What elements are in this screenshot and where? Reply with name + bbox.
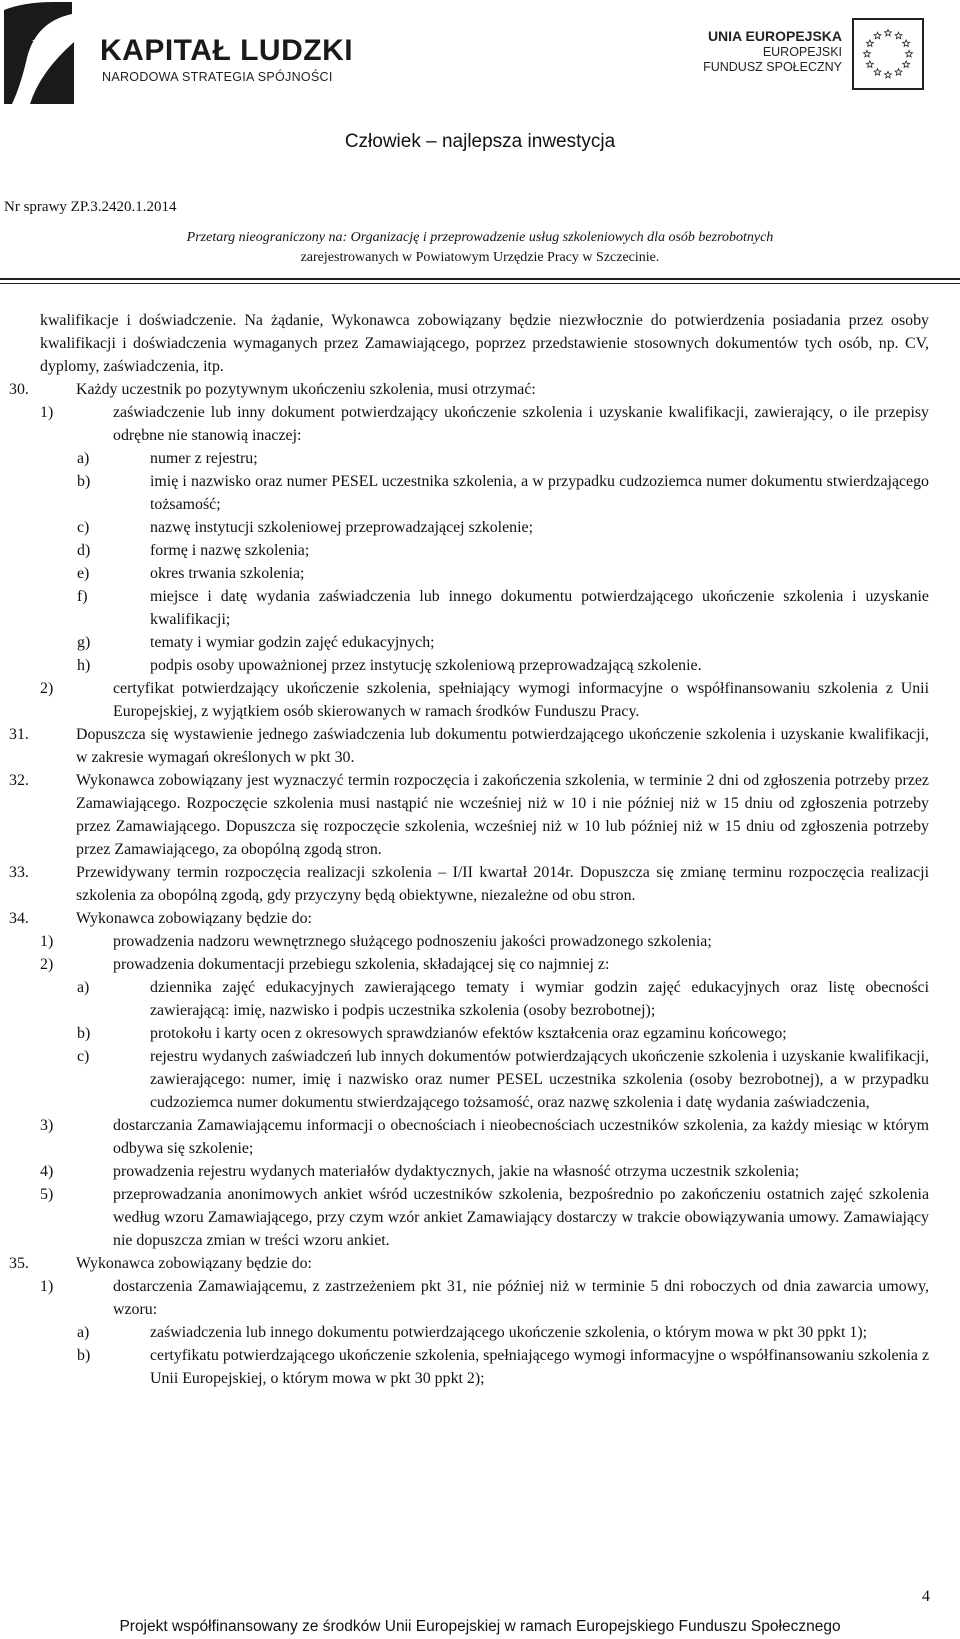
list-marker: a) xyxy=(77,979,90,996)
list-marker: b) xyxy=(77,1025,91,1042)
document-body xyxy=(9,309,929,1390)
paragraph-text: zaświadczenie lub inny dokument potwierdzający ukończenie szkolenia i uzyskanie kwalifikacji, zawierający, o ile przepisy odrębne nie stanowią inaczej: xyxy=(113,404,929,444)
paragraph-text: Każdy uczestnik po pozytywnym ukończeniu szkolenia, musi otrzymać: xyxy=(76,381,536,398)
list-marker: f) xyxy=(77,588,88,605)
paragraph xyxy=(9,769,929,861)
paragraph xyxy=(9,1252,929,1275)
paragraph-text: prowadzenia rejestru wydanych materiałów dydaktycznych, jakie na własność otrzyma uczestnik szkolenia; xyxy=(113,1163,800,1180)
list-marker: a) xyxy=(77,1324,90,1341)
paragraph xyxy=(9,378,929,401)
paragraph-text: dostarczenia Zamawiającemu, z zastrzeżeniem pkt 31, nie później niż w terminie 5 dni roboczych od dnia zawarcia umowy, wzoru: xyxy=(113,1278,929,1318)
tender-title-line2: zarejestrowanych w Powiatowym Urzędzie Pracy w Szczecinie. xyxy=(300,250,660,265)
paragraph-text: rejestru wydanych zaświadczeń lub innych dokumentów potwierdzających ukończenie szkolenia i uzyskanie kwalifikacji, zawierającego: numer, imię i nazwisko oraz numer PESEL uczestnika szkolenia (osoby bezrobotnej), a w przypadku cudzoziemca numer dokumentu stwierdzającego tożsamość, oraz nazwę szkolenia i datę wydania zaświadczenia, xyxy=(150,1048,929,1111)
paragraph-text: prowadzenia nadzoru wewnętrznego służącego podnoszeniu jakości prowadzonego szkolenia; xyxy=(113,933,712,950)
paragraph xyxy=(9,907,929,930)
list-marker: 33. xyxy=(9,864,29,881)
paragraph xyxy=(40,930,929,953)
list-marker: 2) xyxy=(40,680,54,697)
list-marker: g) xyxy=(77,634,91,651)
paragraph-text: numer z rejestru; xyxy=(150,450,258,467)
eu-star-icon xyxy=(866,40,873,47)
paragraph xyxy=(40,470,929,516)
paragraph xyxy=(40,631,929,654)
list-marker: b) xyxy=(77,1347,91,1364)
list-marker: 5) xyxy=(40,1186,54,1203)
list-marker: 35. xyxy=(9,1255,29,1272)
paragraph-text: dziennika zajęć edukacyjnych zawierającego tematy i wymiar godzin zajęć edukacyjnych oraz listę obecności zawierającą: imię, nazwisko i podpis uczestnika szkolenia (osoby bezrobotnej); xyxy=(150,979,929,1019)
paragraph xyxy=(40,1114,929,1160)
paragraph-text: okres trwania szkolenia; xyxy=(150,565,305,582)
paragraph xyxy=(40,401,929,447)
list-marker: d) xyxy=(77,542,91,559)
kapital-ludzki-emblem-icon xyxy=(4,2,78,104)
paragraph xyxy=(40,1275,929,1321)
paragraph xyxy=(40,1022,929,1045)
eu-star-icon xyxy=(864,50,871,57)
eu-star-icon xyxy=(906,50,913,57)
paragraph-text: prowadzenia dokumentacji przebiegu szkolenia, składającej się co najmniej z: xyxy=(113,956,610,973)
paragraph xyxy=(40,516,929,539)
list-marker: 32. xyxy=(9,772,29,789)
paragraph xyxy=(40,1045,929,1114)
paragraph xyxy=(40,585,929,631)
page-number: 4 xyxy=(922,1588,930,1605)
header-divider xyxy=(0,278,960,280)
paragraph xyxy=(40,562,929,585)
eu-star-icon xyxy=(895,32,902,39)
list-marker: 1) xyxy=(40,1278,54,1295)
paragraph-text: Dopuszcza się wystawienie jednego zaświadczenia lub dokumentu potwierdzającego ukończenie szkolenia i uzyskanie kwalifikacji, w zakresie wymagań określonych w pkt 30. xyxy=(76,726,929,766)
page-footer: Projekt współfinansowany ze środków Unii Europejskiej w ramach Europejskiego Funduszu Społecznego xyxy=(119,1618,841,1635)
list-marker: 34. xyxy=(9,910,29,927)
paragraph-text: przeprowadzania anonimowych ankiet wśród uczestników szkolenia, bezpośrednio po zakończeniu ostatnich zajęć szkolenia według wzoru Zamawiającego, przy czym wzór ankiet Zamawiający dostarczy w trakcie obowiązywania umowy. Zamawiający nie dopuszcza zmian w treści wzoru ankiet. xyxy=(113,1186,929,1249)
paragraph xyxy=(40,539,929,562)
paragraph xyxy=(40,677,929,723)
paragraph xyxy=(40,654,929,677)
eu-logo-text xyxy=(703,28,842,75)
paragraph-text: Wykonawca zobowiązany będzie do: xyxy=(76,1255,312,1272)
paragraph-text: certyfikatu potwierdzającego ukończenie szkolenia, spełniającego wymogi informacyjne o współfinansowaniu szkolenia z Unii Europejskiej, o którym mowa w pkt 30 ppkt 2); xyxy=(150,1347,929,1387)
eu-logo-line3: FUNDUSZ SPOŁECZNY xyxy=(703,60,842,74)
eu-star-icon xyxy=(874,69,881,76)
eu-logo-line2: EUROPEJSKI xyxy=(762,45,842,59)
paragraph xyxy=(9,723,929,769)
list-marker: h) xyxy=(77,657,91,674)
paragraph xyxy=(40,447,929,470)
paragraph-text: Przewidywany termin rozpoczęcia realizacji szkolenia – I/II kwartał 2014r. Dopuszcza się zmianę terminu rozpoczęcia realizacji szkolenia za obopólną zgodą, gdy przyczyny będą obiektywne, niezależne od obu stron. xyxy=(76,864,929,904)
eu-star-icon xyxy=(885,29,892,36)
list-marker: c) xyxy=(77,1048,90,1065)
list-marker: 2) xyxy=(40,956,54,973)
paragraph xyxy=(40,1344,929,1390)
paragraph xyxy=(40,309,929,378)
header-slogan: Człowiek – najlepsza inwestycja xyxy=(344,131,616,152)
eu-star-icon xyxy=(903,40,910,47)
list-marker: 31. xyxy=(9,726,29,743)
eu-star-icon xyxy=(885,71,892,78)
kapital-ludzki-subtitle: NARODOWA STRATEGIA SPÓJNOŚCI xyxy=(102,70,333,84)
list-marker: 30. xyxy=(9,381,29,398)
paragraph xyxy=(40,1160,929,1183)
paragraph-text: Wykonawca zobowiązany jest wyznaczyć termin rozpoczęcia i zakończenia szkolenia, w terminie 2 dni od zgłoszenia potrzeby przez Zamawiającego. Rozpoczęcie szkolenia musi nastąpić nie wcześniej niż w 10 i nie później niż w 15 dniu od zgłoszenia potrzeby przez Zamawiającego. Dopuszcza się rozpoczęcie szkolenia, wcześniej niż w 10 lub później niż w 15 dniu od zgłoszenia potrzeby przez Zamawiającego, za obopólną zgodą stron. xyxy=(76,772,929,858)
kapital-ludzki-title: KAPITAŁ LUDZKI xyxy=(100,34,354,67)
list-marker: b) xyxy=(77,473,91,490)
list-marker: 1) xyxy=(40,933,54,950)
case-number: Nr sprawy ZP.3.2420.1.2014 xyxy=(4,199,177,215)
paragraph-text: Wykonawca zobowiązany będzie do: xyxy=(76,910,312,927)
paragraph-text: zaświadczenia lub innego dokumentu potwierdzającego ukończenie szkolenia, o którym mowa w pkt 30 ppkt 1); xyxy=(150,1324,868,1341)
eu-star-icon xyxy=(866,61,873,68)
paragraph-text: podpis osoby upoważnionej przez instytucję szkoleniową przeprowadzającą szkolenie. xyxy=(150,657,702,674)
paragraph-text: tematy i wymiar godzin zajęć edukacyjnych; xyxy=(150,634,435,651)
paragraph-text: dostarczania Zamawiającemu informacji o obecnościach i nieobecnościach uczestników szkolenia, za każdy miesiąc w którym odbywa się szkolenie; xyxy=(113,1117,929,1157)
paragraph-text: miejsce i datę wydania zaświadczenia lub innego dokumentu potwierdzającego ukończenie szkolenia i uzyskanie kwalifikacji; xyxy=(150,588,929,628)
list-marker: 4) xyxy=(40,1163,54,1180)
list-marker: e) xyxy=(77,565,90,582)
eu-flag-icon xyxy=(852,18,924,90)
paragraph xyxy=(40,976,929,1022)
paragraph xyxy=(9,861,929,907)
list-marker: a) xyxy=(77,450,90,467)
paragraph xyxy=(40,953,929,976)
kapital-ludzki-logo xyxy=(4,2,354,106)
header-divider-thin xyxy=(0,283,960,284)
paragraph-text: nazwę instytucji szkoleniowej przeprowadzającej szkolenie; xyxy=(150,519,533,536)
paragraph xyxy=(40,1183,929,1252)
tender-title-line1: Przetarg nieograniczony na: Organizację i przeprowadzenie usług szkoleniowych dla osób bezrobotnych xyxy=(186,230,774,245)
list-marker: 1) xyxy=(40,404,54,421)
eu-logo xyxy=(698,18,924,92)
paragraph-text: formę i nazwę szkolenia; xyxy=(150,542,310,559)
paragraph-text: protokołu i karty ocen z okresowych sprawdzianów efektów kształcenia oraz egzaminu końcowego; xyxy=(150,1025,787,1042)
paragraph-text: kwalifikacje i doświadczenie. Na żądanie, Wykonawca zobowiązany będzie niezwłocznie do potwierdzenia posiadania przez osoby kwalifikacji i doświadczenia wymaganych przez Zamawiającego, poprzez przedstawienie stosownych dokumentów tych osób, np. CV, dyplomy, zaświadczenia, itp. xyxy=(40,312,929,375)
list-marker: c) xyxy=(77,519,90,536)
paragraph-text: certyfikat potwierdzający ukończenie szkolenia, spełniający wymogi informacyjne o współfinansowaniu szkolenia z Unii Europejskiej, z wyjątkiem osób skierowanych w ramach środków Funduszu Pracy. xyxy=(113,680,929,720)
eu-logo-line1: UNIA EUROPEJSKA xyxy=(707,28,842,44)
eu-star-icon xyxy=(903,61,910,68)
paragraph xyxy=(40,1321,929,1344)
list-marker: 3) xyxy=(40,1117,54,1134)
eu-star-icon xyxy=(874,32,881,39)
eu-star-icon xyxy=(895,69,902,76)
paragraph-text: imię i nazwisko oraz numer PESEL uczestnika szkolenia, a w przypadku cudzoziemca numer dokumentu stwierdzającego tożsamość; xyxy=(150,473,929,513)
